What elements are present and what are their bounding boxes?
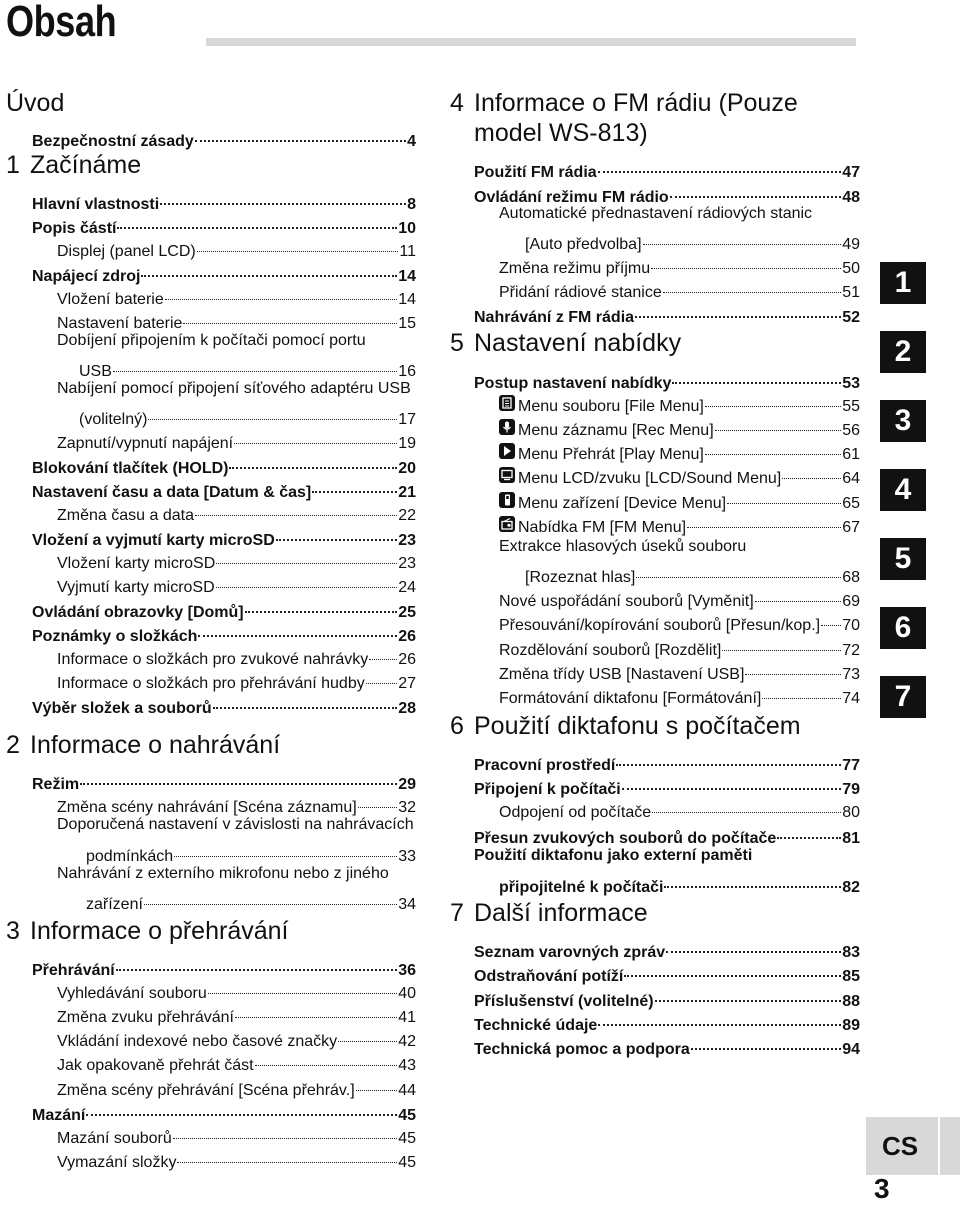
toc-entry-text: Mazání (32, 1107, 86, 1124)
toc-entry-page: 44 (398, 1082, 416, 1099)
toc-entry-page: 23 (398, 555, 416, 572)
toc-entry-page: 8 (407, 196, 416, 213)
toc-entry-text: Změna scény přehrávání [Scéna přehráv.] (57, 1082, 355, 1099)
chapter-number: 2 (6, 731, 20, 759)
chapter-tab-4[interactable]: 4 (880, 469, 926, 511)
toc-entry-page: 89 (842, 1017, 860, 1034)
toc-entry-text: Poznámky o složkách (32, 628, 198, 645)
toc-entry-page: 73 (842, 666, 860, 683)
toc-entry-page: 41 (398, 1009, 416, 1026)
chapter-number: 1 (6, 151, 20, 179)
file-menu-icon (499, 395, 515, 411)
dot-leader (655, 980, 842, 1002)
toc-entry[interactable] (499, 252, 860, 277)
toc-entry-page: 34 (398, 896, 416, 913)
toc-entry[interactable] (499, 796, 860, 821)
toc-entry-page: 94 (842, 1041, 860, 1058)
toc-entry-text: [Auto předvolba] (525, 236, 642, 253)
dot-leader (598, 1004, 841, 1026)
toc-entry-text: Změna zvuku přehrávání (57, 1009, 234, 1026)
dot-leader (705, 434, 841, 455)
toc-entry-text: Formátování diktafonu [Formátování] (499, 690, 762, 707)
toc-entry-page: 10 (398, 220, 416, 237)
toc-entry-line[interactable]: Použití diktafonu jako externí paměti (474, 847, 753, 864)
dot-leader (216, 567, 398, 588)
dot-leader (113, 351, 397, 372)
rec-menu-icon (499, 419, 515, 435)
device-menu-icon (499, 492, 515, 508)
toc-entry[interactable] (32, 595, 416, 621)
section-heading-chapter-4 (450, 88, 860, 152)
page-number: 3 (874, 1173, 890, 1204)
dot-leader (715, 410, 842, 431)
toc-entry-page: 24 (398, 579, 416, 596)
toc-entry-page: 23 (398, 532, 416, 549)
toc-entry[interactable] (474, 959, 860, 985)
toc-entry[interactable] (525, 561, 860, 586)
toc-entry[interactable] (57, 791, 416, 816)
toc-entry-text: Vyjmutí karty microSD (57, 579, 215, 596)
toc-entry-page: 61 (842, 446, 860, 463)
toc-entry-page: 70 (842, 617, 860, 634)
toc-entry-text: Menu záznamu [Rec Menu] (518, 422, 714, 439)
toc-entry[interactable] (499, 462, 860, 487)
toc-entry[interactable] (79, 403, 416, 428)
dot-leader (165, 279, 397, 300)
dot-leader (116, 949, 397, 971)
toc-entry-text: Nové uspořádání souborů [Vyměnit] (499, 593, 754, 610)
toc-entry-text: Použití FM rádia (474, 164, 597, 181)
dot-leader (229, 447, 397, 469)
toc-entry-text: Přehrávání (32, 962, 115, 979)
toc-entry[interactable] (474, 1008, 860, 1034)
dot-leader (777, 817, 841, 839)
toc-entry-page: 77 (842, 757, 860, 774)
dot-leader (356, 1070, 398, 1091)
toc-entry-text: Nabídka FM [FM Menu] (518, 519, 687, 536)
toc-entry-text: zařízení (86, 896, 143, 913)
dot-leader (235, 997, 397, 1018)
toc-entry[interactable] (499, 870, 860, 896)
toc-entry[interactable] (474, 180, 860, 206)
dot-leader (160, 183, 406, 205)
toc-entry[interactable] (57, 1146, 416, 1171)
dot-leader (598, 151, 842, 173)
toc-entry[interactable] (499, 658, 860, 683)
toc-entry[interactable] (474, 366, 860, 392)
toc-entry-text: Ovládání režimu FM rádio (474, 189, 669, 206)
toc-entry-page: 40 (398, 985, 416, 1002)
chapter-number: 4 (450, 89, 464, 117)
dot-leader (664, 866, 841, 888)
dot-leader (213, 687, 398, 709)
toc-entry-text: Hlavní vlastnosti (32, 196, 160, 213)
toc-entry-text: Odstraňování potíží (474, 968, 624, 985)
toc-entry-page: 85 (842, 968, 860, 985)
toc-entry-page: 83 (842, 944, 860, 961)
toc-entry[interactable] (57, 499, 416, 524)
chapter-title: Informace o FM rádiu (Pouze (474, 89, 798, 117)
toc-entry-text: Přidání rádiové stanice (499, 284, 662, 301)
toc-entry-page: 49 (842, 236, 860, 253)
toc-entry-page: 20 (398, 460, 416, 477)
toc-entry[interactable] (57, 283, 416, 308)
toc-entry-text: Technická pomoc a podpora (474, 1041, 690, 1058)
toc-entry-page: 45 (398, 1130, 416, 1147)
toc-entry-text: Nahrávání z FM rádia (474, 309, 635, 326)
dot-leader (624, 955, 841, 977)
toc-entry-text: Nastavení času a data [Datum & čas] (32, 484, 312, 501)
chapter-number: 7 (450, 899, 464, 927)
toc-entry[interactable] (499, 276, 860, 301)
toc-entry[interactable] (57, 427, 416, 452)
toc-entry-page: 43 (398, 1057, 416, 1074)
title-rule (206, 38, 856, 46)
dot-leader (755, 581, 842, 602)
dot-leader (616, 744, 841, 766)
toc-entry-text: Vymazání složky (57, 1154, 177, 1171)
dot-leader (276, 519, 397, 541)
toc-entry[interactable] (499, 511, 860, 536)
dot-leader (255, 1045, 398, 1066)
dot-leader (117, 207, 397, 229)
toc-entry[interactable] (499, 634, 860, 659)
toc-entry-text: Postup nastavení nabídky (474, 375, 672, 392)
toc-entry[interactable] (57, 977, 416, 1002)
chapter-title: Další informace (474, 899, 648, 927)
toc-entry-text: Informace o složkách pro zvukové nahrávky (57, 651, 369, 668)
toc-entry[interactable] (499, 487, 860, 512)
dot-leader (691, 1028, 841, 1050)
chapter-title: Úvod (6, 89, 65, 117)
toc-entry-page: 69 (842, 593, 860, 610)
chapter-tab-6[interactable]: 6 (880, 607, 926, 649)
toc-entry-page: 15 (398, 315, 416, 332)
toc-entry[interactable] (32, 953, 416, 979)
dot-leader (652, 792, 841, 813)
toc-entry-page: 29 (398, 776, 416, 793)
dot-leader (366, 663, 397, 684)
page-title: Obsah (6, 0, 117, 46)
toc-entry[interactable] (57, 1049, 416, 1074)
toc-entry-text: Výběr složek a souborů (32, 700, 212, 717)
toc-entry-text: Přesouvání/kopírování souborů [Přesun/kop.] (499, 617, 821, 634)
toc-entry[interactable] (32, 259, 416, 285)
play-menu-icon (499, 443, 515, 459)
toc-entry-text: Odpojení od počítače (499, 804, 652, 821)
toc-entry-page: 81 (842, 830, 860, 847)
toc-entry[interactable] (32, 619, 416, 645)
fm-menu-icon (499, 516, 515, 532)
toc-entry[interactable] (32, 523, 416, 549)
chapter-tab-5[interactable]: 5 (880, 538, 926, 580)
dot-leader (666, 931, 841, 953)
toc-entry-text: Změna třídy USB [Nastavení USB] (499, 666, 745, 683)
toc-entry-page: 68 (842, 569, 860, 586)
toc-entry-page: 14 (398, 291, 416, 308)
dot-leader (174, 836, 397, 857)
toc-entry-line[interactable]: Dobíjení připojením k počítači pomocí portu (57, 332, 366, 349)
dot-leader (705, 386, 841, 407)
dot-leader (636, 557, 841, 578)
language-label: CS (866, 1117, 938, 1175)
toc-entry-text: Pracovní prostředí (474, 757, 616, 774)
toc-entry[interactable] (32, 1098, 416, 1124)
toc-entry-page: 47 (842, 164, 860, 181)
toc-entry-page: 52 (842, 309, 860, 326)
toc-entry-text: Změna režimu příjmu (499, 260, 651, 277)
dot-leader (183, 303, 397, 324)
chapter-title: Začínáme (30, 151, 142, 179)
dot-leader (687, 507, 841, 528)
toc-entry-text: Seznam varovných zpráv (474, 944, 666, 961)
toc-entry-page: 26 (398, 651, 416, 668)
toc-entry-text: USB (79, 363, 112, 380)
chapter-tab-7[interactable]: 7 (880, 676, 926, 718)
toc-entry-page: 36 (398, 962, 416, 979)
chapter-title: model WS-813) (474, 119, 648, 147)
toc-entry-text: [Rozeznat hlas] (525, 569, 636, 586)
toc-entry-text: Vložení a vyjmutí karty microSD (32, 532, 275, 549)
dot-leader (622, 768, 842, 790)
toc-entry[interactable] (86, 840, 416, 865)
dot-leader (312, 471, 397, 493)
toc-entry-text: Režim (32, 776, 80, 793)
toc-entry-text: Menu Přehrát [Play Menu] (518, 446, 704, 463)
chapter-title: Nastavení nabídky (474, 329, 682, 357)
toc-entry-page: 88 (842, 993, 860, 1010)
toc-entry-page: 26 (398, 628, 416, 645)
toc-entry-page: 55 (842, 398, 860, 415)
toc-entry-text: Displej (panel LCD) (57, 243, 196, 260)
toc-entry[interactable] (57, 1074, 416, 1099)
dot-leader (635, 296, 841, 318)
dot-leader (234, 423, 397, 444)
toc-entry-text: Bezpečnostní zásady (32, 133, 194, 150)
dot-leader (208, 973, 397, 994)
dot-leader (643, 224, 842, 245)
toc-entry-text: Blokování tlačítek (HOLD) (32, 460, 229, 477)
toc-entry-text: Vložení baterie (57, 291, 164, 308)
toc-entry-page: 79 (842, 781, 860, 798)
toc-entry[interactable] (32, 211, 416, 237)
toc-entry[interactable] (474, 772, 860, 798)
toc-entry[interactable] (474, 748, 860, 774)
toc-entry[interactable] (474, 155, 860, 181)
toc-entry-page: 32 (398, 799, 416, 816)
dot-leader (195, 120, 406, 142)
dot-leader (197, 231, 399, 252)
toc-entry[interactable] (499, 438, 860, 463)
toc-entry-text: Vložení karty microSD (57, 555, 216, 572)
toc-entry[interactable] (57, 643, 416, 668)
chapter-number: 3 (6, 917, 20, 945)
toc-entry[interactable] (32, 475, 416, 501)
dot-leader (358, 787, 397, 808)
toc-entry-page: 21 (398, 484, 416, 501)
toc-entry-page: 80 (842, 804, 860, 821)
toc-entry-page: 22 (398, 507, 416, 524)
language-tab-edge (940, 1117, 960, 1175)
toc-entry[interactable] (32, 124, 416, 150)
toc-entry-page: 50 (842, 260, 860, 277)
toc-entry-page: 48 (842, 189, 860, 206)
toc-entry[interactable] (474, 300, 860, 326)
chapter-tab-1[interactable]: 1 (880, 262, 926, 304)
dot-leader (722, 630, 841, 651)
toc-entry-page: 72 (842, 642, 860, 659)
toc-entry-page: 53 (842, 375, 860, 392)
toc-entry-text: Napájecí zdroj (32, 268, 141, 285)
toc-entry-page: 51 (842, 284, 860, 301)
toc-entry[interactable] (32, 187, 416, 213)
dot-leader (144, 884, 397, 905)
toc-entry-text: Změna času a data (57, 507, 194, 524)
toc-entry-text: Přesun zvukových souborů do počítače (474, 830, 777, 847)
toc-entry-text: Informace o složkách pro přehrávání hudby (57, 675, 365, 692)
dot-leader (338, 1021, 397, 1042)
toc-entry[interactable] (499, 682, 860, 707)
toc-entry[interactable] (79, 355, 416, 380)
dot-leader (663, 272, 841, 293)
toc-entry[interactable] (474, 984, 860, 1010)
toc-entry-text: Technické údaje (474, 1017, 598, 1034)
toc-entry-line[interactable]: Nabíjení pomocí připojení síťového adaptéru USB (57, 380, 411, 397)
toc-entry[interactable] (499, 390, 860, 415)
chapter-number: 5 (450, 329, 464, 357)
dot-leader (216, 543, 397, 564)
toc-entry[interactable] (57, 307, 416, 332)
toc-entry[interactable] (57, 1001, 416, 1026)
dot-leader (369, 639, 397, 660)
toc-entry-page: 16 (398, 363, 416, 380)
dot-leader (141, 255, 397, 277)
toc-entry[interactable] (57, 571, 416, 596)
dot-leader (762, 678, 841, 699)
toc-entry[interactable] (32, 767, 416, 793)
dot-leader (672, 362, 841, 384)
toc-entry[interactable] (525, 228, 860, 253)
dot-leader (177, 1142, 397, 1163)
dot-leader (86, 1094, 397, 1116)
toc-entry[interactable] (32, 451, 416, 477)
toc-entry-page: 19 (398, 435, 416, 452)
dot-leader (148, 399, 397, 420)
toc-entry[interactable] (57, 547, 416, 572)
toc-entry-page: 28 (398, 700, 416, 717)
toc-entry-page: 64 (842, 470, 860, 487)
toc-entry-page: 82 (842, 879, 860, 896)
dot-leader (821, 605, 841, 626)
dot-leader (245, 591, 398, 613)
dot-leader (651, 248, 841, 269)
chapter-title: Informace o nahrávání (30, 731, 281, 759)
dot-leader (173, 1118, 397, 1139)
toc-entry-text: Změna scény nahrávání [Scéna záznamu] (57, 799, 357, 816)
chapter-tab-2[interactable]: 2 (880, 331, 926, 373)
toc-entry-page: 11 (399, 243, 416, 260)
toc-entry-text: Vyhledávání souboru (57, 985, 207, 1002)
toc-entry[interactable] (474, 821, 860, 847)
toc-entry-page: 4 (407, 133, 416, 150)
toc-entry-text: Vkládání indexové nebo časové značky (57, 1033, 338, 1050)
dot-leader (198, 615, 397, 637)
toc-entry[interactable] (474, 1032, 860, 1058)
toc-entry[interactable] (32, 691, 416, 717)
dot-leader (80, 763, 397, 785)
toc-entry[interactable] (499, 414, 860, 439)
toc-entry[interactable] (499, 609, 860, 634)
toc-entry[interactable] (474, 935, 860, 961)
toc-entry[interactable] (86, 888, 416, 913)
toc-entry-line[interactable]: Extrakce hlasových úseků souboru (499, 538, 747, 555)
toc-entry-text: podmínkách (86, 848, 174, 865)
toc-entry[interactable] (57, 235, 416, 260)
toc-entry-line[interactable]: Doporučená nastavení v závislosti na nahrávacích (57, 816, 414, 833)
toc-entry-text: Příslušenství (volitelné) (474, 993, 654, 1010)
toc-entry-page: 25 (398, 604, 416, 621)
toc-entry-text: Mazání souborů (57, 1130, 172, 1147)
toc-entry-text: Jak opakovaně přehrát část (57, 1057, 254, 1074)
lcd-sound-menu-icon (499, 467, 515, 483)
toc-entry[interactable] (57, 667, 416, 692)
dot-leader (727, 483, 841, 504)
toc-entry-page: 27 (398, 675, 416, 692)
toc-entry-text: Rozdělování souborů [Rozdělit] (499, 642, 722, 659)
toc-entry-text: Ovládání obrazovky [Domů] (32, 604, 244, 621)
chapter-title: Použití diktafonu s počítačem (474, 712, 801, 740)
chapter-title: Informace o přehrávání (30, 917, 289, 945)
toc-entry[interactable] (57, 1025, 416, 1050)
dot-leader (670, 176, 842, 198)
toc-entry-text: Připojení k počítači (474, 781, 621, 798)
toc-entry-text: (volitelný) (79, 411, 148, 428)
toc-entry-page: 45 (398, 1107, 416, 1124)
toc-entry-page: 56 (842, 422, 860, 439)
toc-entry-page: 67 (842, 519, 860, 536)
toc-entry-page: 45 (398, 1154, 416, 1171)
toc-entry[interactable] (499, 585, 860, 610)
toc-entry-line[interactable]: Nahrávání z externího mikrofonu nebo z jiného (57, 865, 389, 882)
chapter-number: 6 (450, 712, 464, 740)
dot-leader (782, 458, 841, 479)
toc-entry-page: 74 (842, 690, 860, 707)
dot-leader (195, 495, 397, 516)
toc-entry-line[interactable]: Automatické přednastavení rádiových stanic (499, 205, 813, 222)
toc-entry-page: 17 (398, 411, 416, 428)
toc-entry-text: Zapnutí/vypnutí napájení (57, 435, 234, 452)
dot-leader (745, 654, 841, 675)
toc-entry-text: Menu zařízení [Device Menu] (518, 495, 727, 512)
toc-entry-page: 42 (398, 1033, 416, 1050)
toc-entry-page: 65 (842, 495, 860, 512)
toc-entry-text: Menu souboru [File Menu] (518, 398, 704, 415)
toc-entry-text: Nastavení baterie (57, 315, 183, 332)
toc-entry-page: 14 (398, 268, 416, 285)
toc-entry-page: 33 (398, 848, 416, 865)
toc-entry-text: připojitelné k počítači (499, 879, 664, 896)
chapter-tab-3[interactable]: 3 (880, 400, 926, 442)
toc-entry-text: Popis částí (32, 220, 117, 237)
toc-entry[interactable] (57, 1122, 416, 1147)
toc-entry-text: Menu LCD/zvuku [LCD/Sound Menu] (518, 470, 782, 487)
